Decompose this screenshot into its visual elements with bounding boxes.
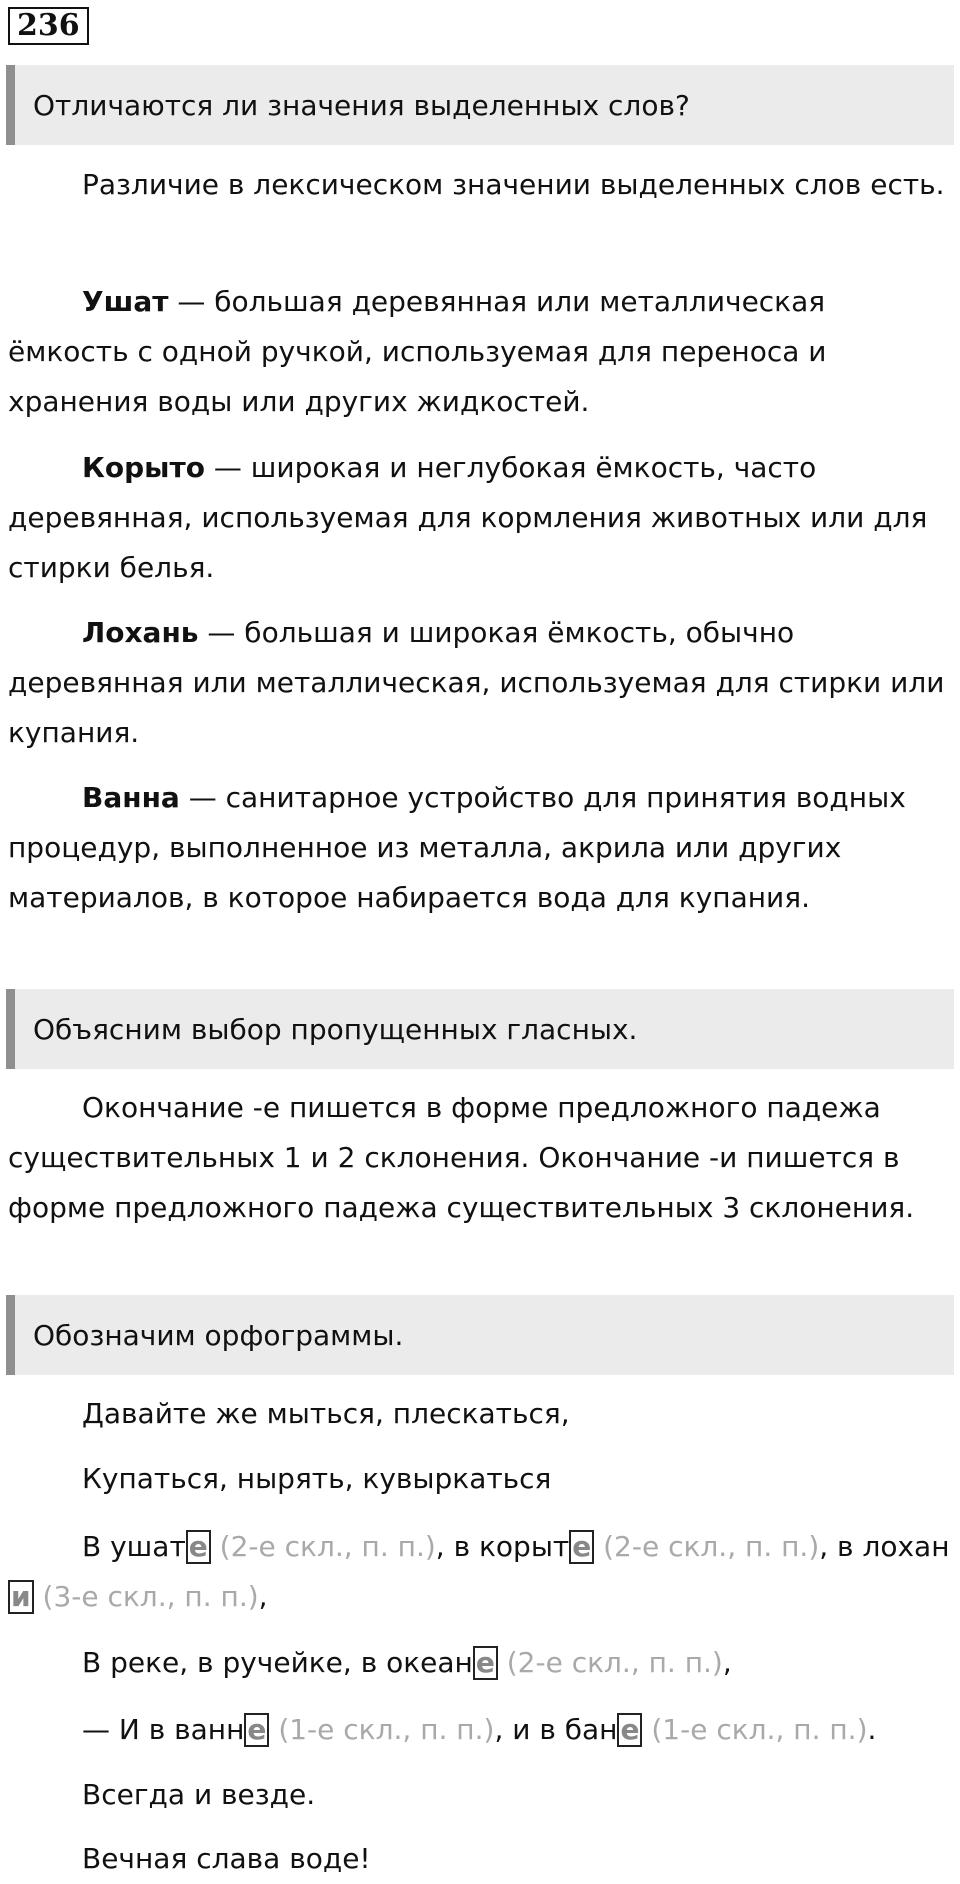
poem-text: , <box>258 1580 268 1613</box>
section-header-text: Отличаются ли значения выделенных слов? <box>33 88 690 122</box>
ending-highlight: и <box>8 1580 34 1614</box>
poem-line-3 <box>8 1522 953 1622</box>
declension-note: (2-е скл., п. п.) <box>594 1530 820 1563</box>
section-header-meanings <box>6 65 954 145</box>
section-header-explanation <box>6 989 954 1069</box>
poem-text: , и в бан <box>494 1713 618 1746</box>
poem-text: В ушат <box>82 1530 186 1563</box>
term-definition: — большая и широкая ёмкость, обычно деревянная или металлическая, используемая для стирки или купания. <box>8 616 945 749</box>
definition-lokhan <box>8 608 953 758</box>
intro-text: Различие в лексическом значении выделенных слов есть. <box>82 168 945 201</box>
term-word: Лохань <box>82 616 199 649</box>
declension-note: (1-е скл., п. п.) <box>642 1713 868 1746</box>
poem-text: , в лохан <box>819 1530 950 1563</box>
poem-text: Всегда и везде. <box>82 1778 316 1811</box>
poem-line-7 <box>8 1834 953 1884</box>
ending-highlight: е <box>617 1713 642 1747</box>
section-header-text: Обозначим орфограммы. <box>33 1318 404 1352</box>
ending-highlight: е <box>244 1713 269 1747</box>
definition-koryto <box>8 443 953 593</box>
term-definition: — большая деревянная или металлическая ёмкость с одной ручкой, используемая для переноса и хранения воды или других жидкостей. <box>8 285 827 418</box>
declension-note: (2-е скл., п. п.) <box>210 1530 436 1563</box>
poem-text: — И в ванн <box>82 1713 245 1746</box>
poem-line-6 <box>8 1770 953 1820</box>
term-word: Ванна <box>82 781 180 814</box>
section-header-orthograms <box>6 1295 954 1375</box>
explanation-text: Окончание -е пишется в форме предложного падежа существительных 1 и 2 склонения. Окончание -и пишется в форме предложного падежа существительных 3 склонения. <box>8 1091 915 1224</box>
definition-vanna <box>8 773 953 923</box>
ending-highlight: е <box>473 1646 498 1680</box>
poem-text: Вечная слава воде! <box>82 1842 371 1875</box>
term-definition: — санитарное устройство для принятия водных процедур, выполненное из металла, акрила или других материалов, в которое набирается вода для купания. <box>8 781 906 914</box>
declension-note: (1-е скл., п. п.) <box>269 1713 495 1746</box>
declension-note: (3-е скл., п. п.) <box>33 1580 259 1613</box>
term-word: Ушат <box>82 285 169 318</box>
poem-line-2 <box>8 1454 953 1504</box>
section-header-text: Объясним выбор пропущенных гласных. <box>33 1012 638 1046</box>
exercise-number: 236 <box>8 7 89 45</box>
term-word: Корыто <box>82 451 205 484</box>
poem-text: В реке, в ручейке, в океан <box>82 1646 473 1679</box>
ending-highlight: е <box>569 1530 594 1564</box>
poem-text: Давайте же мыться, плескаться, <box>82 1397 570 1430</box>
poem-line-4 <box>8 1638 953 1688</box>
declension-note: (2-е скл., п. п.) <box>497 1646 723 1679</box>
term-definition: — широкая и неглубокая ёмкость, часто деревянная, используемая для кормления животных или для стирки белья. <box>8 451 928 584</box>
ending-highlight: е <box>186 1530 211 1564</box>
poem-text: Купаться, нырять, кувыркаться <box>82 1462 552 1495</box>
paragraph-explanation <box>8 1083 953 1233</box>
poem-text: . <box>867 1713 877 1746</box>
poem-line-1 <box>8 1389 953 1439</box>
poem-text: , в корыт <box>435 1530 570 1563</box>
paragraph-intro <box>8 160 953 210</box>
poem-text: , <box>722 1646 732 1679</box>
definition-ushat <box>8 277 953 427</box>
poem-line-5 <box>8 1705 953 1755</box>
